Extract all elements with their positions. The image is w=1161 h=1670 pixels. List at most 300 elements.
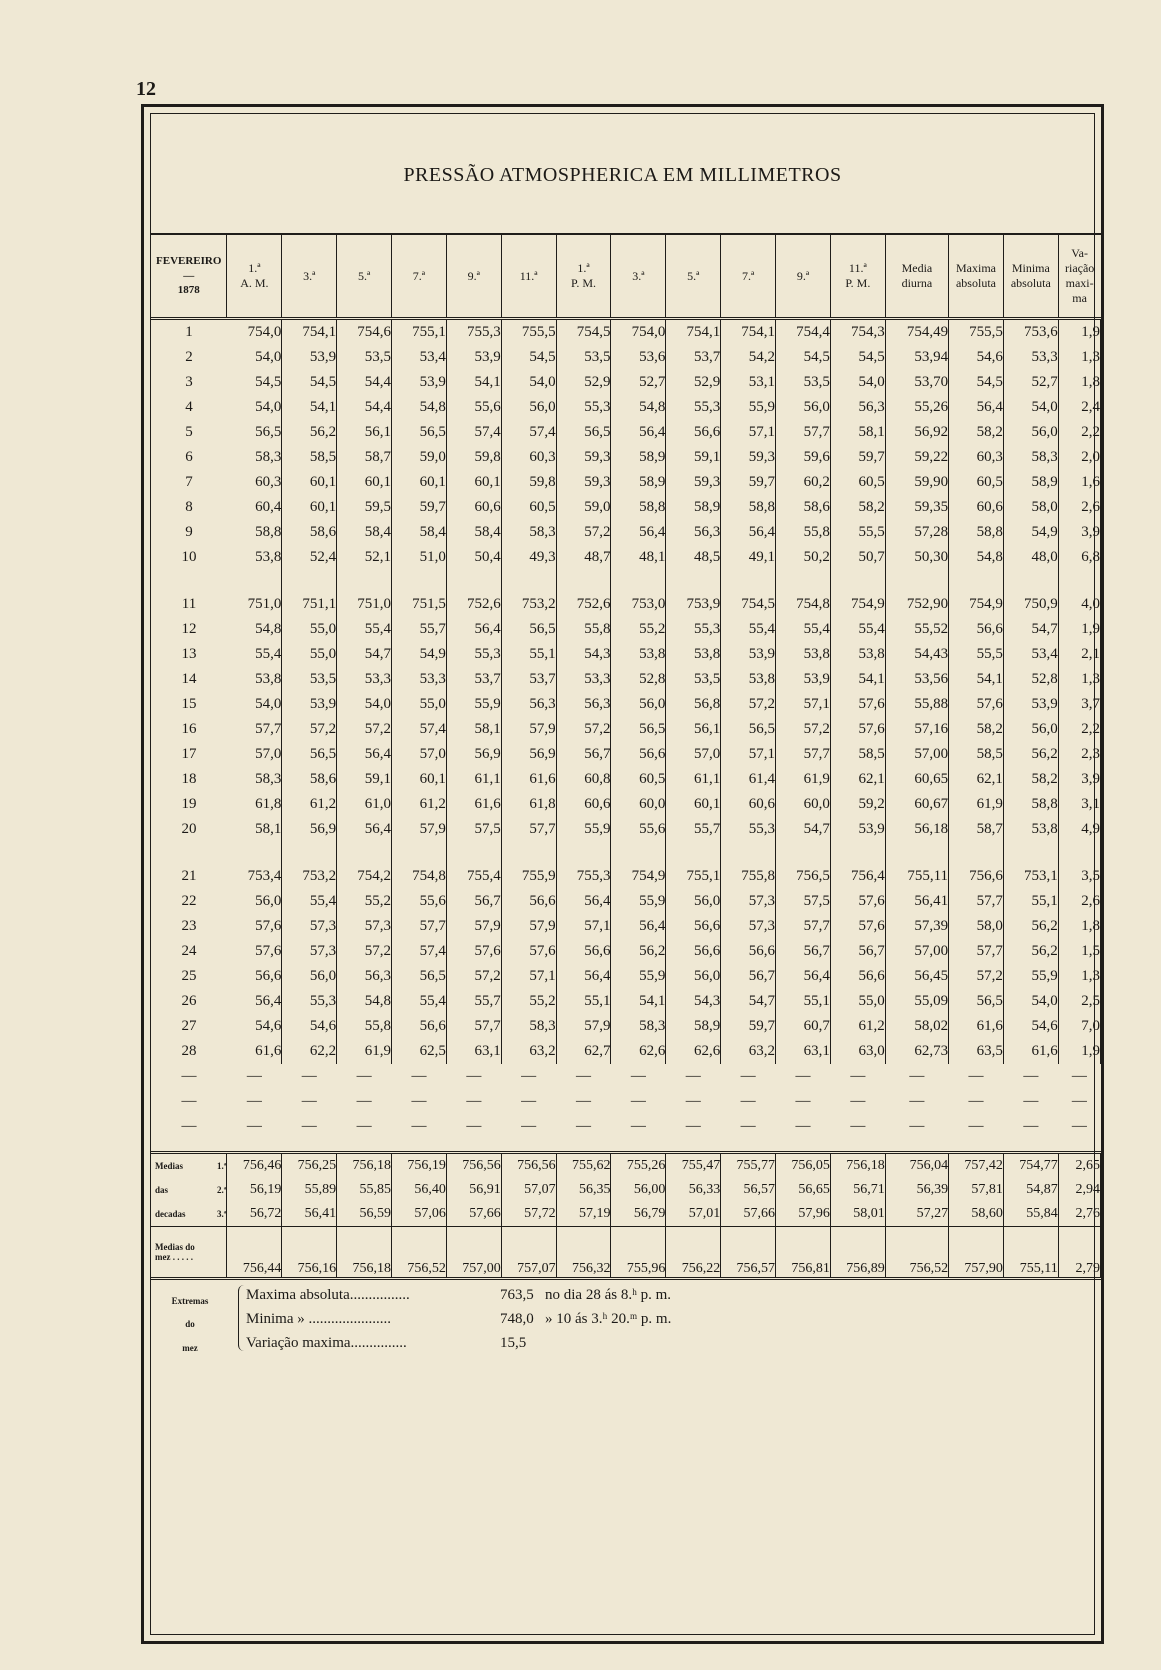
pressure-value: 55,88: [885, 692, 948, 717]
pressure-value: 53,8: [776, 642, 831, 667]
spacer-cell: [949, 842, 1004, 864]
spacer-cell: [830, 570, 885, 592]
medias-label-text: Medias: [155, 1161, 183, 1171]
pressure-value: 58,6: [776, 495, 831, 520]
pressure-value: 755,5: [501, 319, 556, 346]
pressure-value: 54,8: [611, 395, 666, 420]
medias-decadas-value: 56,59: [337, 1202, 392, 1227]
pressure-value: 59,7: [721, 470, 776, 495]
medias-mez-value: 756,57: [721, 1227, 776, 1279]
pressure-value: 57,9: [501, 914, 556, 939]
medias-decadas-label: [151, 1202, 227, 1227]
pressure-value: 53,9: [392, 370, 447, 395]
medias-mez-value: 755,11: [1003, 1227, 1058, 1279]
medias-decadas-value: 56,33: [666, 1178, 721, 1202]
day-number: 24: [181, 943, 197, 959]
pressure-value: 56,4: [721, 520, 776, 545]
pressure-value: 2,5: [1058, 989, 1100, 1014]
table-row: [151, 420, 1101, 445]
pressure-value: 56,0: [666, 889, 721, 914]
pressure-value: 59,90: [885, 470, 948, 495]
pressure-value: 754,0: [611, 319, 666, 346]
pressure-value: 750,9: [1003, 592, 1058, 617]
medias-decadas-label: [151, 1153, 227, 1179]
pressure-value: 55,52: [885, 617, 948, 642]
day-number: 19: [181, 796, 197, 812]
pressure-value: 62,1: [949, 767, 1004, 792]
pressure-value: 61,9: [776, 767, 831, 792]
table-row: [151, 345, 1101, 370]
pressure-value: 56,0: [666, 964, 721, 989]
pressure-value: 755,1: [392, 319, 447, 346]
variacao-header-line2: riação: [1064, 261, 1095, 275]
medias-mez-value: 756,89: [830, 1227, 885, 1279]
empty-day-row: [151, 1089, 1101, 1114]
pressure-value: 59,1: [337, 767, 392, 792]
pressure-value: 56,5: [392, 420, 447, 445]
pressure-value: 61,8: [227, 792, 282, 817]
medias-decadas-value: 2,76: [1058, 1202, 1100, 1227]
pressure-value: 56,4: [556, 964, 611, 989]
month-dash: —: [183, 269, 195, 282]
hour-header-line1: 5.ª: [687, 268, 700, 283]
pressure-value: 56,5: [392, 964, 447, 989]
pressure-value: 55,1: [501, 642, 556, 667]
dash-cell: —: [630, 1068, 646, 1084]
pressure-value: 56,7: [721, 964, 776, 989]
pressure-value: 56,3: [666, 520, 721, 545]
pressure-value: 57,3: [282, 939, 337, 964]
dash-cell: —: [411, 1118, 427, 1134]
pressure-value: 60,5: [501, 495, 556, 520]
table-frame: [141, 104, 1104, 1644]
hour-header: [501, 234, 556, 319]
medias-decadas-value: 56,39: [885, 1178, 948, 1202]
pressure-value: 58,02: [885, 1014, 948, 1039]
pressure-value: 56,6: [666, 914, 721, 939]
dash-cell: —: [576, 1068, 592, 1084]
pressure-value: 1,3: [1058, 345, 1100, 370]
pressure-value: 754,1: [666, 319, 721, 346]
table-row: [151, 767, 1101, 792]
pressure-value: 59,5: [337, 495, 392, 520]
hour-header: [830, 234, 885, 319]
pressure-value: 754,1: [721, 319, 776, 346]
pressure-value: 54,6: [1003, 1014, 1058, 1039]
spacer-cell: [1003, 570, 1058, 592]
variacao-header-line4: ma: [1072, 291, 1087, 305]
dash-cell: —: [795, 1093, 811, 1109]
pressure-value: 49,1: [721, 545, 776, 570]
pressure-value: 52,9: [666, 370, 721, 395]
pressure-value: 57,7: [776, 914, 831, 939]
pressure-value: 56,5: [556, 420, 611, 445]
pressure-value: 53,3: [392, 667, 447, 692]
pressure-value: 54,0: [1003, 989, 1058, 1014]
separator-cell: [776, 1139, 831, 1153]
separator-cell: [1003, 1139, 1058, 1153]
medias-decadas-value: 2,94: [1058, 1178, 1100, 1202]
pressure-value: 2,0: [1058, 445, 1100, 470]
pressure-value: 56,5: [501, 617, 556, 642]
dash-cell: —: [521, 1118, 537, 1134]
extremas-maxima-label: Maxima absoluta................: [246, 1287, 410, 1303]
pressure-value: 755,8: [721, 864, 776, 889]
pressure-value: 56,0: [1003, 717, 1058, 742]
day-number: 16: [181, 721, 197, 737]
extremas-maxima-note: no dia 28 ás 8.ʰ p. m.: [545, 1287, 672, 1303]
pressure-value: 55,9: [1003, 964, 1058, 989]
pressure-value: 56,4: [446, 617, 501, 642]
hour-header-line1: 1.ª: [248, 261, 261, 275]
table-row: [151, 889, 1101, 914]
pressure-value: 62,5: [392, 1039, 447, 1064]
hour-header: [446, 234, 501, 319]
dash-cell: —: [521, 1068, 537, 1084]
medias-mez-value: 756,52: [392, 1227, 447, 1279]
pressure-value: 53,8: [1003, 817, 1058, 842]
separator-cell: [151, 1139, 227, 1153]
dash-cell: —: [850, 1118, 866, 1134]
pressure-value: 58,2: [1003, 767, 1058, 792]
pressure-value: 55,0: [392, 692, 447, 717]
dash-cell: —: [740, 1068, 756, 1084]
pressure-value: 755,11: [885, 864, 948, 889]
pressure-value: 57,7: [776, 420, 831, 445]
pressure-value: 57,6: [830, 692, 885, 717]
pressure-value: 56,5: [721, 717, 776, 742]
pressure-value: 56,7: [556, 742, 611, 767]
dash-cell: —: [685, 1118, 701, 1134]
pressure-value: 754,9: [830, 592, 885, 617]
pressure-value: 56,6: [556, 939, 611, 964]
pressure-value: 62,1: [830, 767, 885, 792]
hour-header-line2: A. M.: [240, 276, 269, 290]
pressure-value: 57,0: [392, 742, 447, 767]
pressure-value: 53,9: [282, 692, 337, 717]
separator-cell: [666, 1139, 721, 1153]
pressure-value: 58,4: [337, 520, 392, 545]
table-row: [151, 939, 1101, 964]
pressure-value: 57,9: [501, 717, 556, 742]
medias-mez-value: 755,96: [611, 1227, 666, 1279]
pressure-value: 53,9: [830, 817, 885, 842]
medias-decadas-value: 57,72: [501, 1202, 556, 1227]
day-number: 25: [181, 968, 197, 984]
dash-cell: —: [181, 1068, 197, 1084]
pressure-value: 754,5: [721, 592, 776, 617]
pressure-value: 754,6: [337, 319, 392, 346]
medias-mez-value: 757,90: [949, 1227, 1004, 1279]
decade-index: 3.ª: [217, 1209, 227, 1219]
table-title: PRESSÃO ATMOSPHERICA EM MILLIMETROS: [403, 164, 842, 186]
medias-label-text: das: [155, 1185, 169, 1195]
maxima-absoluta-header-line2: absoluta: [955, 276, 996, 290]
dash-cell: —: [685, 1093, 701, 1109]
pressure-value: 57,5: [446, 817, 501, 842]
pressure-value: 57,28: [885, 520, 948, 545]
medias-decadas-value: 756,05: [776, 1153, 831, 1179]
pressure-value: 56,9: [282, 817, 337, 842]
spacer-cell: [282, 842, 337, 864]
pressure-value: 756,4: [830, 864, 885, 889]
medias-mez-value: 2,79: [1058, 1227, 1100, 1279]
spacer-cell: [666, 842, 721, 864]
extremas-label-line3: mez: [182, 1342, 198, 1353]
pressure-value: 57,0: [227, 742, 282, 767]
separator-cell: [556, 1139, 611, 1153]
pressure-value: 60,3: [501, 445, 556, 470]
pressure-value: 56,4: [556, 889, 611, 914]
media-diurna-header: [885, 234, 948, 319]
pressure-value: 63,1: [446, 1039, 501, 1064]
pressure-value: 57,7: [227, 717, 282, 742]
separator-cell: [721, 1139, 776, 1153]
pressure-value: 55,4: [721, 617, 776, 642]
pressure-value: 56,8: [666, 692, 721, 717]
medias-label-wrap: [155, 1161, 226, 1171]
pressure-value: 751,0: [337, 592, 392, 617]
pressure-value: 57,9: [446, 914, 501, 939]
pressure-value: 753,0: [611, 592, 666, 617]
table-frame-inner: [150, 113, 1100, 1635]
pressure-value: 48,5: [666, 545, 721, 570]
pressure-value: 753,2: [501, 592, 556, 617]
table-row: [151, 989, 1101, 1014]
hour-header-line1: 11.ª: [519, 268, 538, 283]
hour-header: [337, 234, 392, 319]
pressure-value: 57,2: [556, 717, 611, 742]
pressure-value: 53,8: [227, 545, 282, 570]
pressure-value: 55,4: [776, 617, 831, 642]
spacer-row: [151, 842, 1101, 864]
hour-header: [776, 234, 831, 319]
pressure-value: 755,9: [501, 864, 556, 889]
day-number: 18: [181, 771, 197, 787]
pressure-value: 56,4: [611, 420, 666, 445]
hour-header-line1: 7.ª: [412, 268, 426, 283]
pressure-value: 753,1: [1003, 864, 1058, 889]
pressure-value: 62,73: [885, 1039, 948, 1064]
pressure-value: 56,4: [611, 914, 666, 939]
pressure-value: 58,5: [949, 742, 1004, 767]
pressure-value: 755,3: [556, 864, 611, 889]
table-row: [151, 667, 1101, 692]
extremas-label-line1: Extremas: [171, 1296, 209, 1306]
empty-day-row: [151, 1114, 1101, 1139]
pressure-value: 57,1: [556, 914, 611, 939]
pressure-value: 3,7: [1058, 692, 1100, 717]
pressure-value: 63,0: [830, 1039, 885, 1064]
spacer-cell: [721, 570, 776, 592]
pressure-value: 56,7: [446, 889, 501, 914]
pressure-value: 55,3: [556, 395, 611, 420]
pressure-value: 55,8: [556, 617, 611, 642]
separator-cell: [446, 1139, 501, 1153]
pressure-value: 58,3: [501, 1014, 556, 1039]
pressure-value: 58,6: [282, 520, 337, 545]
extremas-minima-note: » 10 ás 3.ʰ 20.ᵐ p. m.: [545, 1311, 672, 1327]
medias-decadas-value: 756,18: [830, 1153, 885, 1179]
spacer-cell: [556, 842, 611, 864]
pressure-value: 55,5: [830, 520, 885, 545]
dash-cell: —: [1023, 1068, 1039, 1084]
pressure-value: 54,3: [666, 989, 721, 1014]
pressure-value: 59,22: [885, 445, 948, 470]
pressure-value: 53,5: [776, 370, 831, 395]
year-label: 1878: [177, 284, 200, 297]
pressure-value: 50,30: [885, 545, 948, 570]
day-number: 7: [185, 474, 193, 490]
pressure-value: 58,3: [227, 445, 282, 470]
pressure-value: 55,1: [776, 989, 831, 1014]
pressure-value: 2,2: [1058, 420, 1100, 445]
separator-cell: [949, 1139, 1004, 1153]
pressure-value: 56,0: [227, 889, 282, 914]
pressure-value: 58,8: [1003, 792, 1058, 817]
pressure-value: 55,6: [611, 817, 666, 842]
extremas-section: [151, 1265, 1101, 1375]
hour-header: [666, 234, 721, 319]
medias-decadas-value: 54,87: [1003, 1178, 1058, 1202]
pressure-value: 53,9: [721, 642, 776, 667]
dash-cell: —: [850, 1068, 866, 1084]
pressure-value: 56,0: [282, 964, 337, 989]
spacer-cell: [556, 570, 611, 592]
dash-cell: —: [356, 1068, 372, 1084]
pressure-value: 59,3: [721, 445, 776, 470]
pressure-value: 59,7: [392, 495, 447, 520]
medias-label-wrap: [155, 1185, 226, 1195]
spacer-cell: [501, 570, 556, 592]
pressure-value: 753,9: [666, 592, 721, 617]
pressure-value: 63,5: [949, 1039, 1004, 1064]
pressure-value: 58,8: [611, 495, 666, 520]
pressure-value: 60,67: [885, 792, 948, 817]
pressure-value: 54,7: [776, 817, 831, 842]
medias-decadas-value: 57,19: [556, 1202, 611, 1227]
medias-decadas-value: 2,65: [1058, 1153, 1100, 1179]
pressure-value: 55,4: [392, 989, 447, 1014]
pressure-value: 60,3: [949, 445, 1004, 470]
pressure-value: 53,1: [721, 370, 776, 395]
pressure-value: 57,6: [227, 939, 282, 964]
pressure-value: 52,4: [282, 545, 337, 570]
pressure-value: 751,1: [282, 592, 337, 617]
pressure-value: 57,6: [830, 889, 885, 914]
pressure-value: 57,3: [282, 914, 337, 939]
pressure-value: 54,9: [1003, 520, 1058, 545]
pressure-value: 57,2: [446, 964, 501, 989]
pressure-value: 56,1: [337, 420, 392, 445]
pressure-value: 61,6: [949, 1014, 1004, 1039]
medias-decadas-value: 754,77: [1003, 1153, 1058, 1179]
medias-decadas-value: 57,01: [666, 1202, 721, 1227]
dash-cell: —: [576, 1118, 592, 1134]
pressure-value: 2,1: [1058, 642, 1100, 667]
spacer-cell: [776, 842, 831, 864]
spacer-row: [151, 570, 1101, 592]
pressure-value: 60,2: [776, 470, 831, 495]
medias-mez-value: 756,16: [282, 1227, 337, 1279]
pressure-value: 50,4: [446, 545, 501, 570]
pressure-value: 60,5: [830, 470, 885, 495]
pressure-value: 1,3: [1058, 964, 1100, 989]
pressure-value: 54,8: [227, 617, 282, 642]
table-row: [151, 964, 1101, 989]
day-number: 23: [181, 918, 197, 934]
pressure-value: 60,1: [446, 470, 501, 495]
pressure-value: 55,7: [666, 817, 721, 842]
pressure-value: 55,9: [721, 395, 776, 420]
pressure-value: 58,8: [949, 520, 1004, 545]
table-row: [151, 817, 1101, 842]
pressure-value: 56,6: [949, 617, 1004, 642]
pressure-value: 57,0: [666, 742, 721, 767]
separator-row: [151, 1139, 1101, 1153]
pressure-value: 54,8: [392, 395, 447, 420]
pressure-value: 58,1: [446, 717, 501, 742]
spacer-cell: [227, 570, 282, 592]
pressure-value: 49,3: [501, 545, 556, 570]
pressure-value: 57,4: [446, 420, 501, 445]
pressure-value: 752,6: [556, 592, 611, 617]
pressure-value: 751,5: [392, 592, 447, 617]
pressure-value: 60,5: [611, 767, 666, 792]
pressure-value: 54,5: [227, 370, 282, 395]
variacao-maxima-header: [1058, 234, 1100, 319]
extremas-minima-value: 748,0: [500, 1311, 534, 1327]
pressure-value: 58,8: [227, 520, 282, 545]
day-number: 13: [181, 646, 197, 662]
medias-decadas-value: 57,81: [949, 1178, 1004, 1202]
pressure-value: 1,6: [1058, 470, 1100, 495]
table-body: [151, 319, 1101, 1279]
pressure-value: 3,1: [1058, 792, 1100, 817]
medias-label-text: decadas: [155, 1209, 186, 1219]
pressure-value: 56,3: [501, 692, 556, 717]
pressure-value: 54,0: [227, 395, 282, 420]
pressure-value: 57,00: [885, 939, 948, 964]
medias-decadas-value: 57,06: [392, 1202, 447, 1227]
pressure-value: 53,70: [885, 370, 948, 395]
day-number: 3: [185, 374, 193, 390]
pressure-value: 59,0: [556, 495, 611, 520]
pressure-value: 56,6: [611, 742, 666, 767]
extremas-variacao-label: Variação maxima...............: [246, 1335, 407, 1351]
pressure-value: 55,9: [556, 817, 611, 842]
pressure-value: 58,9: [666, 1014, 721, 1039]
medias-mez-value: 756,32: [556, 1227, 611, 1279]
separator-cell: [830, 1139, 885, 1153]
pressure-value: 54,8: [949, 545, 1004, 570]
pressure-value: 57,2: [556, 520, 611, 545]
medias-decadas-value: 756,46: [227, 1153, 282, 1179]
pressure-value: 61,1: [446, 767, 501, 792]
spacer-cell: [446, 570, 501, 592]
pressure-value: 54,6: [227, 1014, 282, 1039]
spacer-cell: [721, 842, 776, 864]
medias-decadas-row: [151, 1202, 1101, 1227]
day-number: 21: [181, 868, 197, 884]
pressure-value: 53,7: [501, 667, 556, 692]
extremas-minima-label: Minima » ......................: [246, 1311, 391, 1327]
spacer-cell: [392, 570, 447, 592]
table-row: [151, 370, 1101, 395]
pressure-value: 754,2: [337, 864, 392, 889]
day-number: 5: [185, 424, 193, 440]
pressure-value: 2,3: [1058, 742, 1100, 767]
